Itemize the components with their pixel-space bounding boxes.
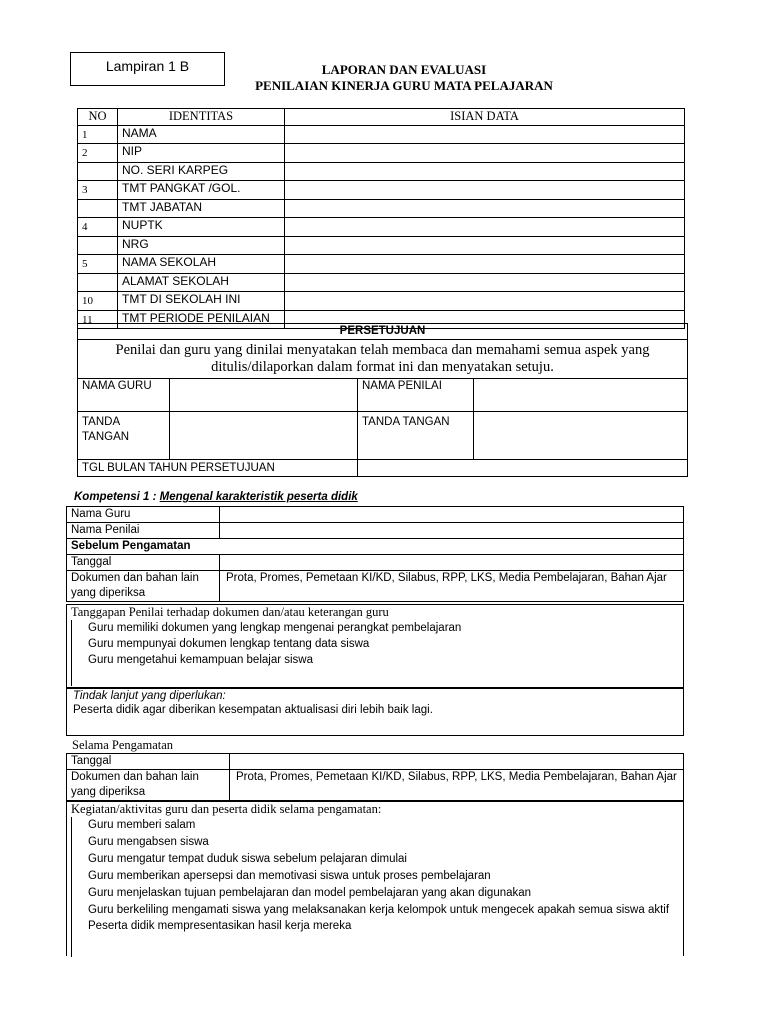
- row-label: NIP: [118, 144, 285, 163]
- tanggapan-list-wrapper: [71, 620, 683, 686]
- table-row: [78, 255, 685, 274]
- kegiatan-box: [66, 801, 684, 956]
- row-label: NO. SERI KARPEG: [118, 162, 285, 181]
- table-row: [78, 236, 685, 255]
- nama-guru-label: Nama Guru: [67, 507, 220, 523]
- nama-penilai-label: NAMA PENILAI: [358, 379, 474, 412]
- row-value-field[interactable]: [285, 236, 685, 255]
- row-label: NAMA SEKOLAH: [118, 255, 285, 274]
- tindak-lanjut-heading: Tindak lanjut yang diperlukan:: [73, 690, 226, 702]
- row-no: 10: [78, 292, 118, 311]
- persetujuan-statement: Penilai dan guru yang dinilai menyatakan telah membaca dan memahami semua aspek yang ditulis/dilaporkan dalam format ini dan menyatakan setuju.: [78, 340, 688, 379]
- row-value-field[interactable]: [285, 292, 685, 311]
- list-item: Guru mengabsen siswa: [88, 836, 209, 848]
- selama-table: [66, 753, 684, 801]
- row-label: NAMA: [118, 125, 285, 144]
- sebelum-heading: Sebelum Pengamatan: [67, 539, 684, 555]
- row-label: TMT DI SEKOLAH INI: [118, 292, 285, 311]
- kompetensi-title: Mengenal karakteristik peserta didik: [159, 491, 358, 503]
- row-no: [78, 236, 118, 255]
- tanda-tangan-guru-field[interactable]: [170, 412, 358, 460]
- row-no: 11: [78, 310, 118, 329]
- table-row: [78, 162, 685, 181]
- kompetensi-heading: [74, 491, 358, 503]
- kegiatan-list: [72, 817, 683, 935]
- tanggapan-list: [72, 620, 683, 668]
- dokumen-label: Dokumen dan bahan lain yang diperiksa: [67, 571, 220, 602]
- row-label: NUPTK: [118, 218, 285, 237]
- list-item: Guru menjelaskan tujuan pembelajaran dan model pembelajaran yang akan digunakan: [88, 887, 532, 899]
- row-no: 2: [78, 144, 118, 163]
- identity-header-row: [78, 109, 685, 126]
- row-label: ALAMAT SEKOLAH: [118, 273, 285, 292]
- title-line-2: PENILAIAN KINERJA GURU MATA PELAJARAN: [255, 78, 553, 93]
- tanggal-label: Tanggal: [67, 754, 230, 770]
- tanda-tangan-guru-label: TANDA TANGAN: [78, 412, 170, 460]
- row-value-field[interactable]: [285, 181, 685, 200]
- row-label: TMT PERIODE PENILAIAN: [118, 310, 285, 329]
- identity-table: [77, 108, 685, 329]
- kompetensi-prefix: Kompetensi 1 :: [74, 491, 160, 503]
- kegiatan-heading: Kegiatan/aktivitas guru dan peserta didik selama pengamatan:: [71, 802, 382, 816]
- dokumen-value: Prota, Promes, Pemetaan KI/KD, Silabus, RPP, LKS, Media Pembelajaran, Bahan Ajar: [230, 770, 684, 801]
- row-no: [78, 199, 118, 218]
- row-label: NRG: [118, 236, 285, 255]
- col-no: NO: [78, 109, 118, 126]
- tanggal-field[interactable]: [230, 754, 684, 770]
- lampiran-label: Lampiran 1 B: [105, 58, 190, 74]
- table-row: [78, 199, 685, 218]
- table-row: [78, 181, 685, 200]
- list-item: Guru memberi salam: [88, 819, 196, 831]
- table-row: [78, 273, 685, 292]
- tindak-lanjut-box: [66, 688, 684, 736]
- persetujuan-table: [77, 323, 688, 477]
- nama-guru-label: NAMA GURU: [78, 379, 170, 412]
- list-item: Guru mengatur tempat duduk siswa sebelum pelajaran dimulai: [88, 853, 407, 865]
- lampiran-box: [70, 52, 225, 86]
- tgl-persetujuan-label: TGL BULAN TAHUN PERSETUJUAN: [78, 460, 358, 477]
- table-row: [78, 125, 685, 144]
- kegiatan-list-wrapper: [71, 817, 683, 957]
- dokumen-value: Prota, Promes, Pemetaan KI/KD, Silabus, RPP, LKS, Media Pembelajaran, Bahan Ajar: [220, 571, 684, 602]
- tanda-tangan-penilai-field[interactable]: [474, 412, 688, 460]
- table-row: [78, 218, 685, 237]
- row-value-field[interactable]: [285, 125, 685, 144]
- row-value-field[interactable]: [285, 273, 685, 292]
- selama-heading: Selama Pengamatan: [72, 738, 174, 752]
- list-item: Guru mempunyai dokumen lengkap tentang data siswa: [88, 638, 370, 650]
- row-value-field[interactable]: [285, 218, 685, 237]
- row-no: [78, 273, 118, 292]
- persetujuan-title: PERSETUJUAN: [78, 324, 688, 340]
- row-no: [78, 162, 118, 181]
- nama-penilai-field[interactable]: [220, 523, 684, 539]
- row-value-field[interactable]: [285, 199, 685, 218]
- sebelum-table: [66, 506, 684, 602]
- tanggapan-heading: Tanggapan Penilai terhadap dokumen dan/atau keterangan guru: [71, 605, 389, 619]
- nama-guru-field[interactable]: [170, 379, 358, 412]
- list-item: Guru mengetahui kemampuan belajar siswa: [88, 654, 314, 666]
- row-label: TMT PANGKAT /GOL.: [118, 181, 285, 200]
- tanda-tangan-penilai-label: TANDA TANGAN: [358, 412, 474, 460]
- row-value-field[interactable]: [285, 162, 685, 181]
- tanggapan-box: [66, 604, 684, 688]
- tindak-lanjut-value: Peserta didik agar diberikan kesempatan aktualisasi diri lebih baik lagi.: [73, 704, 433, 716]
- tgl-persetujuan-field[interactable]: [358, 460, 688, 477]
- col-identitas: IDENTITAS: [118, 109, 285, 126]
- nama-penilai-label: Nama Penilai: [67, 523, 220, 539]
- row-value-field[interactable]: [285, 255, 685, 274]
- document-title: [225, 62, 583, 94]
- row-no: 4: [78, 218, 118, 237]
- table-row: [78, 144, 685, 163]
- table-row: [78, 292, 685, 311]
- col-isian-data: ISIAN DATA: [285, 109, 685, 126]
- row-no: 3: [78, 181, 118, 200]
- row-no: 5: [78, 255, 118, 274]
- tanggal-label: Tanggal: [67, 555, 220, 571]
- list-item: Guru berkeliling mengamati siswa yang melaksanakan kerja kelompok untuk mengecek apakah semua siswa aktif: [88, 904, 670, 916]
- nama-guru-field[interactable]: [220, 507, 684, 523]
- nama-penilai-field[interactable]: [474, 379, 688, 412]
- title-line-1: LAPORAN DAN EVALUASI: [321, 62, 487, 77]
- row-label: TMT JABATAN: [118, 199, 285, 218]
- list-item: Peserta didik mempresentasikan hasil kerja mereka: [88, 920, 352, 932]
- row-value-field[interactable]: [285, 144, 685, 163]
- tanggal-field[interactable]: [220, 555, 684, 571]
- list-item: Guru memiliki dokumen yang lengkap mengenai perangkat pembelajaran: [88, 622, 462, 634]
- dokumen-label: Dokumen dan bahan lain yang diperiksa: [67, 770, 230, 801]
- list-item: Guru memberikan apersepsi dan memotivasi siswa untuk proses pembelajaran: [88, 870, 491, 882]
- row-no: 1: [78, 125, 118, 144]
